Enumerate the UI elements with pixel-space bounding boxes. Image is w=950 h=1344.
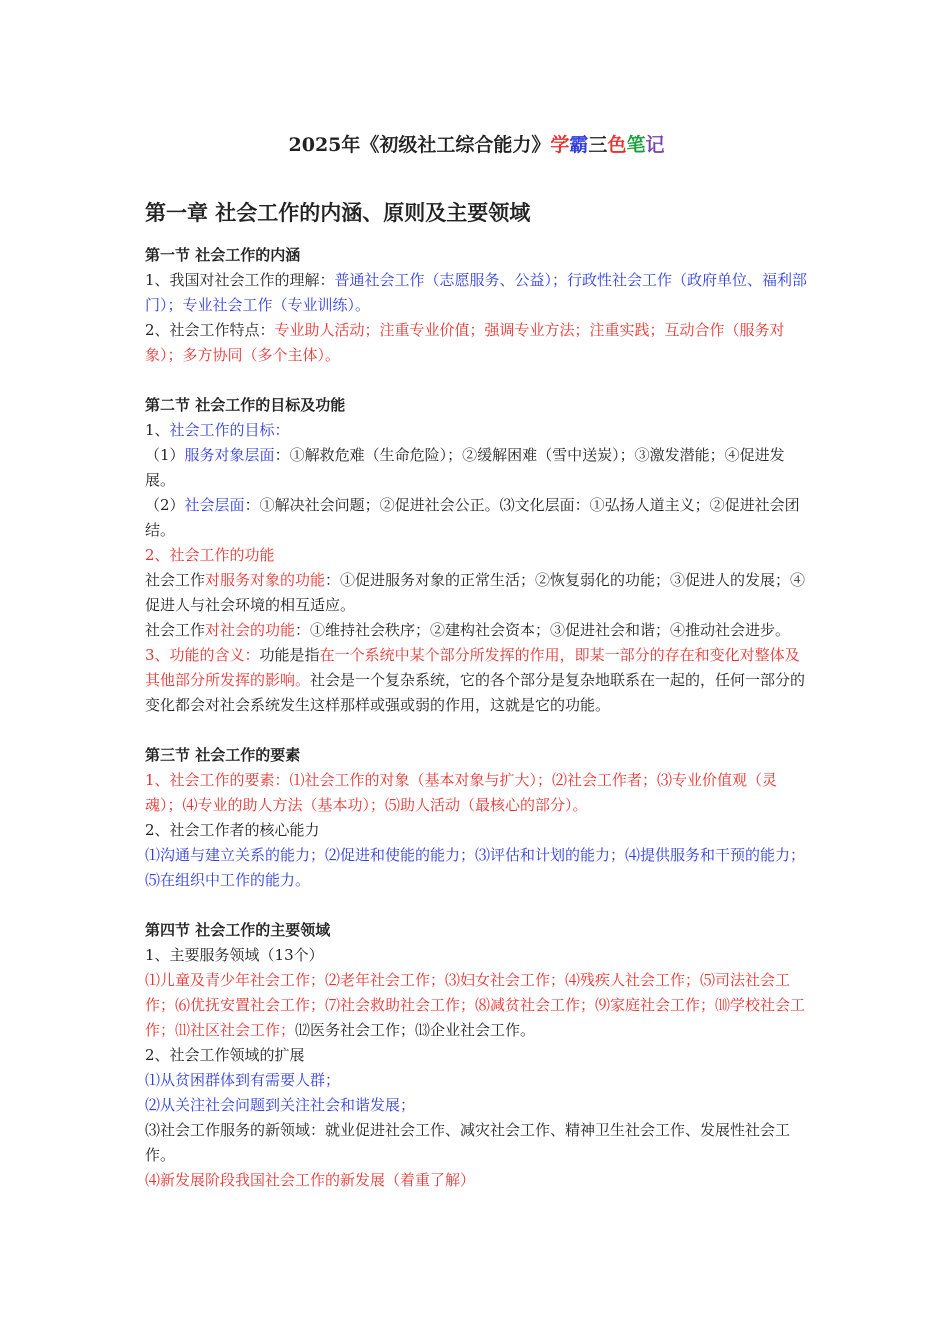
paragraph [145, 568, 808, 618]
spacer [145, 368, 808, 393]
text-run: （2） [145, 496, 185, 514]
text-run: 社会是一个复杂系统，它的各个部分是复杂地联系在一起的，任何一部分的变化都会对社会系统发生这样那样或强或弱的作用，这就是它的功能。 [145, 671, 806, 714]
spacer [145, 718, 808, 743]
text-run: 3、功能的含义： [145, 646, 260, 664]
section-heading: 第三节 社会工作的要素 [145, 746, 301, 764]
title-char: 霸 [569, 134, 589, 156]
text-run: ⑿医务社会工作；⒀企业社会工作。 [295, 1021, 536, 1039]
title-char: 记 [645, 134, 665, 156]
paragraph [145, 418, 808, 443]
text-run: ：①解救危难（生命危险）；②缓解困难（雪中送炭）；③激发潜能；④促进发展。 [145, 446, 785, 489]
text-run: 服务对象层面 [184, 446, 275, 464]
paragraph: ⑵从关注社会问题到关注社会和谐发展； [145, 1096, 416, 1114]
document-title [145, 130, 808, 157]
text-run: 社会层面 [184, 496, 245, 514]
paragraph [145, 443, 808, 493]
text-run: 专业助人活动；注重专业价值；强调专业方法；注重实践；互动合作（服务对象）；多方协同（多个主体）。 [145, 321, 785, 364]
text-run: ：①解决社会问题；②促进社会公正。⑶文化层面：①弘扬人道主义；②促进社会团结。 [145, 496, 800, 539]
title-char: 学 [550, 134, 570, 156]
paragraph: 1、社会工作的要素：⑴社会工作的对象（基本对象与扩大）；⑵社会工作者；⑶专业价值观（灵魂）；⑷专业的助人方法（基本功）；⑸助人活动（最核心的部分）。 [145, 771, 778, 814]
paragraph: 2、社会工作领域的扩展 [145, 1046, 305, 1064]
title-char: 色 [607, 134, 627, 156]
paragraph: 1、主要服务领域（13个） [145, 946, 324, 964]
text-run: （1） [145, 446, 185, 464]
paragraph [145, 493, 808, 543]
title-main: 2025年《初级社工综合能力》 [288, 134, 551, 156]
text-run: 1、 [145, 421, 170, 439]
paragraph: ⑶社会工作服务的新领域：就业促进社会工作、减灾社会工作、精神卫生社会工作、发展性社会工作。 [145, 1121, 791, 1164]
text-run: ⑴儿童及青少年社会工作；⑵老年社会工作；⑶妇女社会工作；⑷残疾人社会工作；⑸司法社会工作；⑹优抚安置社会工作；⑺社会救助社会工作；⑻减贫社会工作；⑼家庭社会工作；⑽学校社会工作；⑾社区社会工作； [145, 971, 806, 1039]
paragraph [145, 968, 808, 1043]
title-char: 三 [588, 134, 608, 156]
paragraph: 2、社会工作的功能 [145, 546, 275, 564]
title-char: 笔 [626, 134, 646, 156]
spacer [145, 893, 808, 918]
section-heading: 第二节 社会工作的目标及功能 [145, 396, 346, 414]
text-run: ：①维持社会秩序；②建构社会资本；③促进社会和谐；④推动社会进步。 [295, 621, 791, 639]
chapter-heading: 第一章 社会工作的内涵、原则及主要领域 [145, 200, 531, 225]
paragraph [145, 318, 808, 368]
paragraph [145, 268, 808, 318]
paragraph: ⑴沟通与建立关系的能力；⑵促进和使能的能力；⑶评估和计划的能力；⑷提供服务和干预的能力；⑸在组织中工作的能力。 [145, 846, 806, 889]
section-heading: 第一节 社会工作的内涵 [145, 246, 301, 264]
paragraph: 2、社会工作者的核心能力 [145, 821, 320, 839]
text-run: 对社会的功能 [205, 621, 296, 639]
text-run: 社会工作 [145, 621, 206, 639]
text-run: 对服务对象的功能 [205, 571, 326, 589]
text-run: 社会工作 [145, 571, 206, 589]
text-run: 功能是指 [259, 646, 320, 664]
text-run: 1、我国对社会工作的理解： [145, 271, 335, 289]
paragraph: ⑷新发展阶段我国社会工作的新发展（着重了解） [145, 1171, 476, 1189]
text-run: 2、社会工作特点： [145, 321, 275, 339]
text-run: 普通社会工作（志愿服务、公益）；行政性社会工作（政府单位、福利部门）；专业社会工作（专业训练）。 [145, 271, 808, 314]
text-run: 社会工作的目标： [169, 421, 290, 439]
paragraph: ⑴从贫困群体到有需要人群； [145, 1071, 341, 1089]
section-heading: 第四节 社会工作的主要领域 [145, 921, 331, 939]
text-run: 在一个系统中某个部分所发挥的作用，即某一部分的存在和变化对整体及其他部分所发挥的影响。 [145, 646, 800, 689]
paragraph [145, 643, 808, 718]
paragraph [145, 618, 808, 643]
text-run: ：①促进服务对象的正常生活；②恢复弱化的功能；③促进人的发展；④促进人与社会环境的相互适应。 [145, 571, 806, 614]
